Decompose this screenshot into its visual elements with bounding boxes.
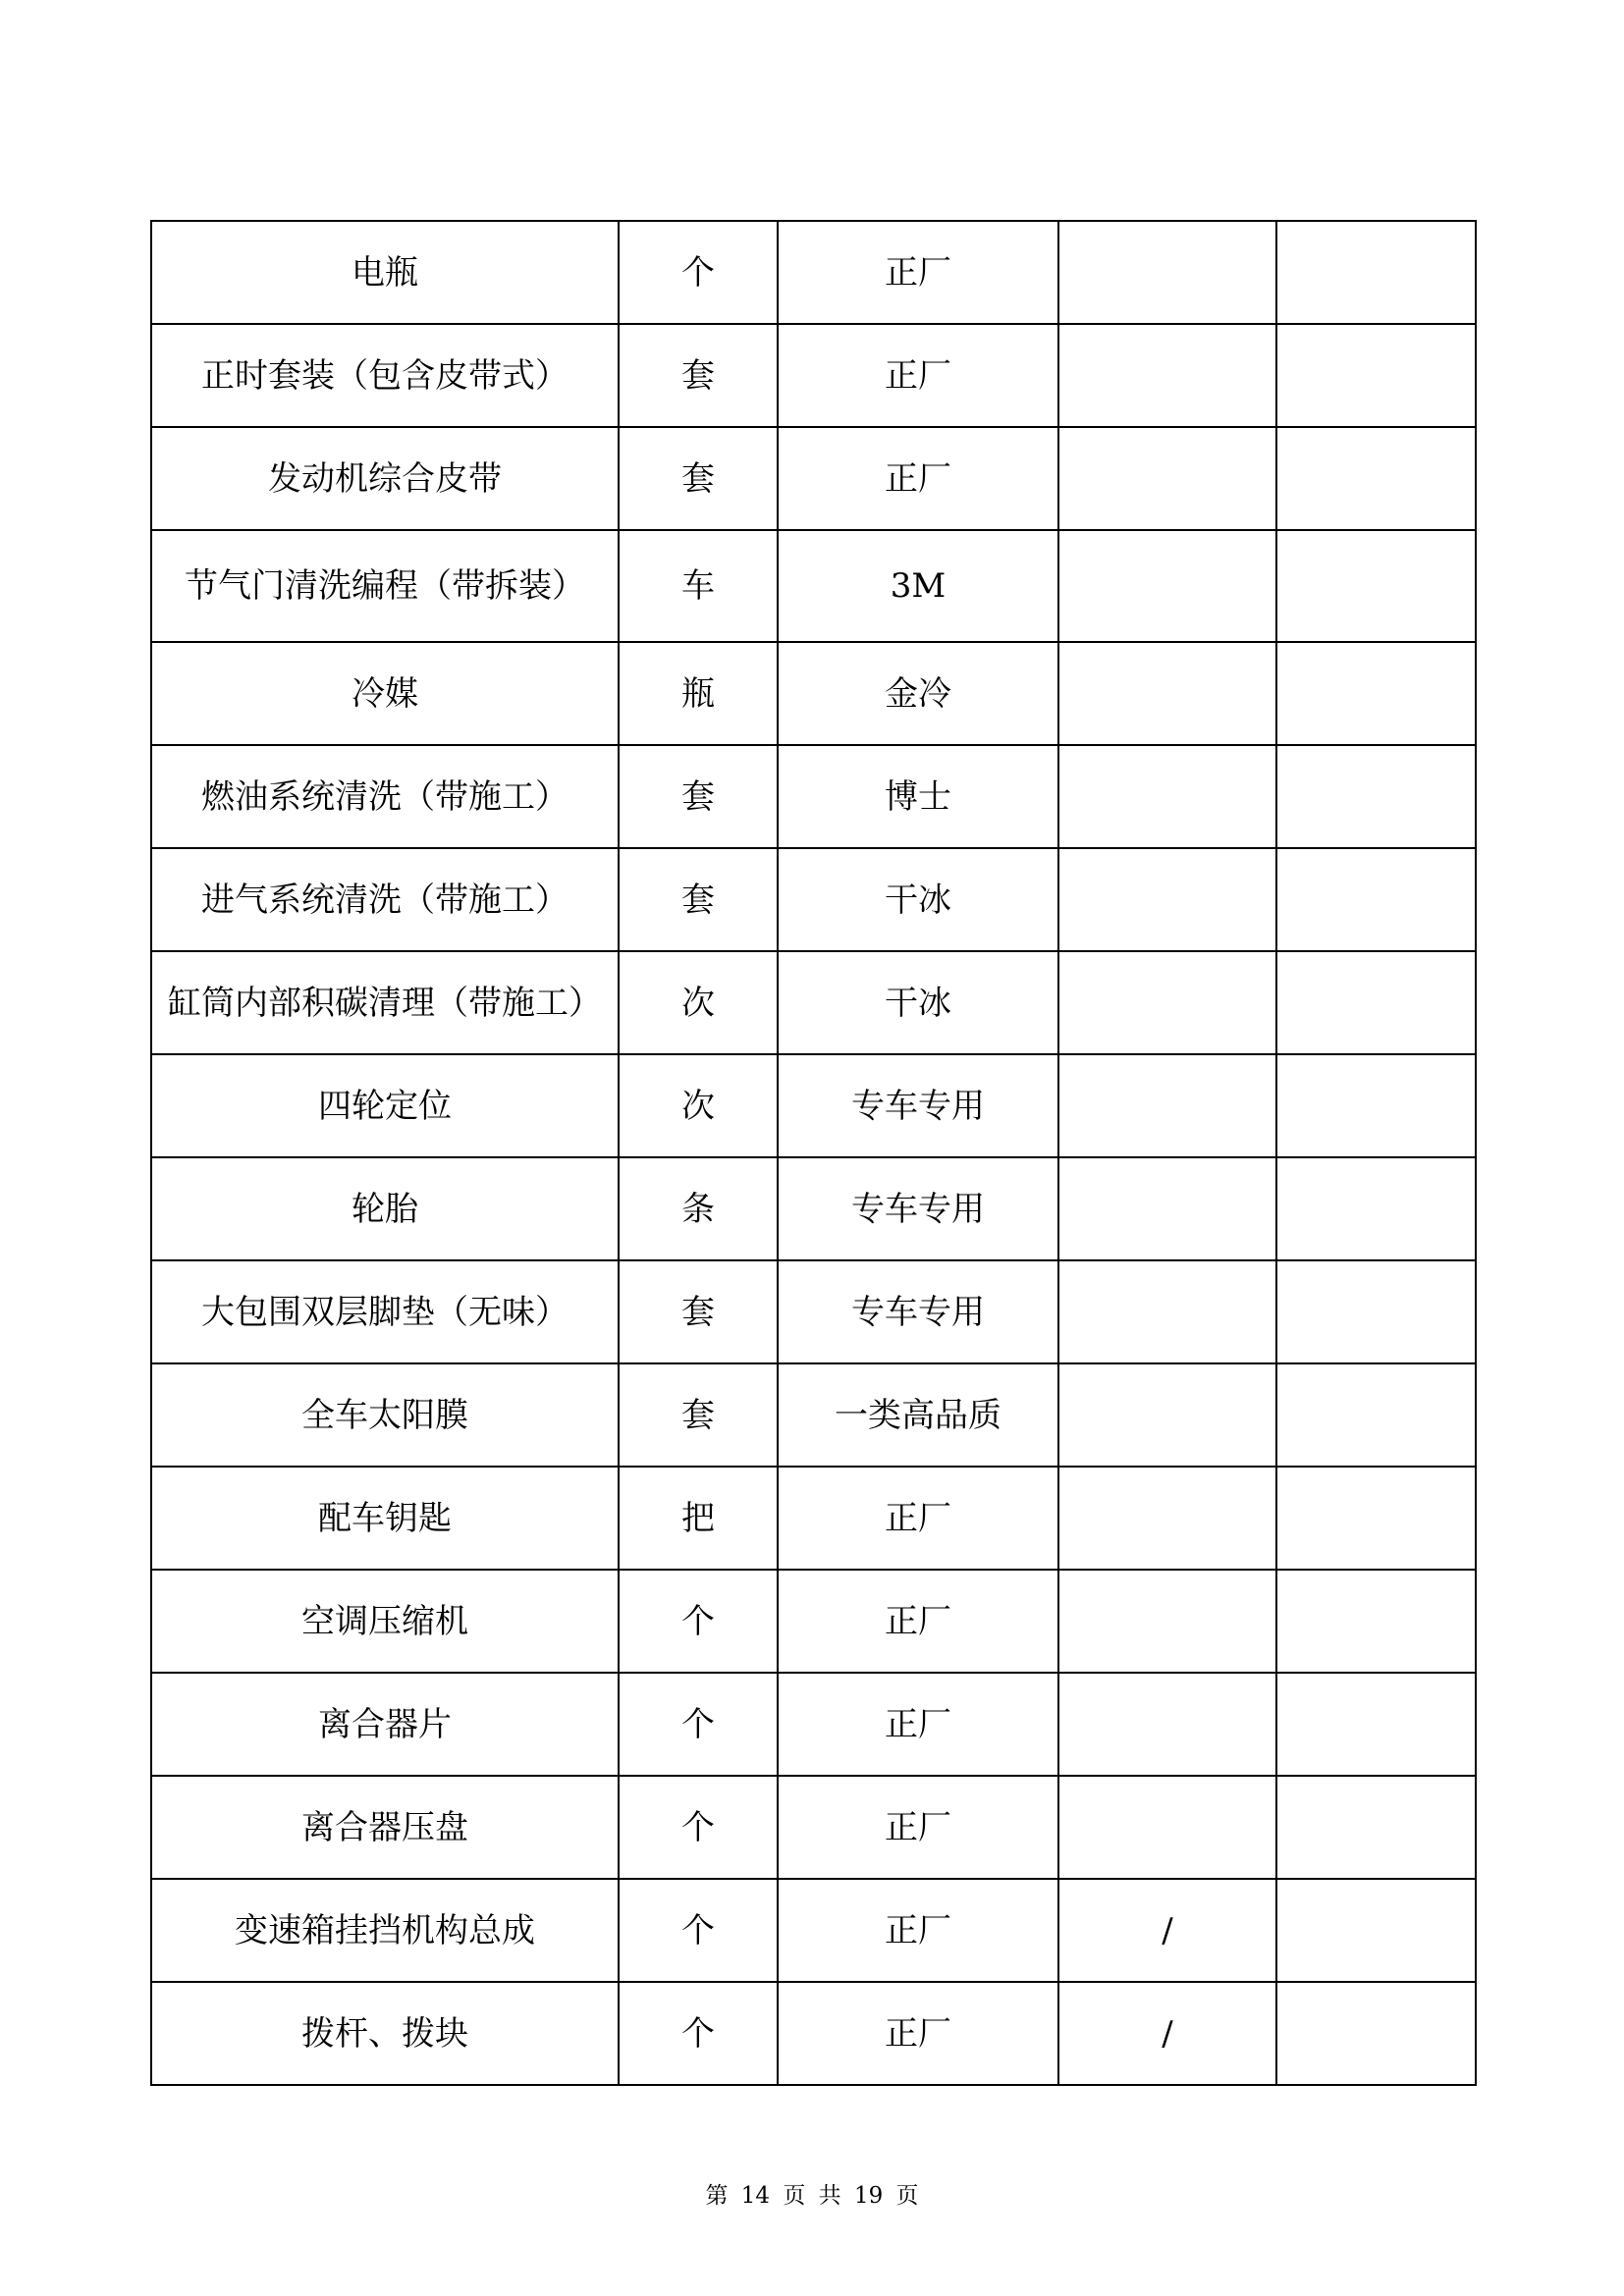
item-name-cell: 四轮定位	[151, 1054, 619, 1157]
unit-cell: 套	[619, 1363, 778, 1467]
price-cell	[1058, 530, 1276, 642]
price-cell	[1058, 1157, 1276, 1260]
remark-cell	[1276, 1673, 1476, 1776]
remark-cell	[1276, 745, 1476, 848]
table-row	[151, 1570, 1476, 1673]
brand-cell: 干冰	[778, 951, 1058, 1054]
brand-cell: 3M	[778, 530, 1058, 642]
price-cell	[1058, 642, 1276, 745]
item-name-cell: 拨杆、拨块	[151, 1982, 619, 2085]
unit-cell: 套	[619, 324, 778, 427]
brand-cell: 正厂	[778, 221, 1058, 324]
table-row	[151, 221, 1476, 324]
remark-cell	[1276, 1467, 1476, 1570]
table-row	[151, 1467, 1476, 1570]
unit-cell: 瓶	[619, 642, 778, 745]
unit-cell: 次	[619, 1054, 778, 1157]
price-cell	[1058, 324, 1276, 427]
brand-cell: 正厂	[778, 324, 1058, 427]
remark-cell	[1276, 324, 1476, 427]
brand-cell: 专车专用	[778, 1260, 1058, 1363]
remark-cell	[1276, 1054, 1476, 1157]
brand-cell: 专车专用	[778, 1157, 1058, 1260]
item-name-cell: 离合器压盘	[151, 1776, 619, 1879]
item-name-cell: 变速箱挂挡机构总成	[151, 1879, 619, 1982]
brand-cell: 金冷	[778, 642, 1058, 745]
price-cell: /	[1058, 1879, 1276, 1982]
unit-cell: 套	[619, 427, 778, 530]
item-name-cell: 节气门清洗编程（带拆装）	[151, 530, 619, 642]
price-cell	[1058, 951, 1276, 1054]
item-name-cell: 电瓶	[151, 221, 619, 324]
item-name-cell: 全车太阳膜	[151, 1363, 619, 1467]
page-number-footer: 第 14 页 共 19 页	[705, 2183, 919, 2209]
unit-cell: 套	[619, 1260, 778, 1363]
table-row	[151, 324, 1476, 427]
table-row	[151, 1260, 1476, 1363]
brand-cell: 正厂	[778, 427, 1058, 530]
remark-cell	[1276, 530, 1476, 642]
price-cell	[1058, 1363, 1276, 1467]
table-row	[151, 745, 1476, 848]
price-cell	[1058, 1260, 1276, 1363]
brand-cell: 干冰	[778, 848, 1058, 951]
unit-cell: 个	[619, 1982, 778, 2085]
unit-cell: 车	[619, 530, 778, 642]
parts-table	[150, 220, 1477, 2086]
item-name-cell: 进气系统清洗（带施工）	[151, 848, 619, 951]
table-row	[151, 1673, 1476, 1776]
item-name-cell: 离合器片	[151, 1673, 619, 1776]
remark-cell	[1276, 1776, 1476, 1879]
unit-cell: 次	[619, 951, 778, 1054]
table-row	[151, 427, 1476, 530]
remark-cell	[1276, 1879, 1476, 1982]
unit-cell: 个	[619, 221, 778, 324]
item-name-cell: 缸筒内部积碳清理（带施工）	[151, 951, 619, 1054]
item-name-cell: 正时套装（包含皮带式）	[151, 324, 619, 427]
table-row	[151, 1363, 1476, 1467]
brand-cell: 正厂	[778, 1467, 1058, 1570]
unit-cell: 把	[619, 1467, 778, 1570]
unit-cell: 个	[619, 1673, 778, 1776]
table-row	[151, 1982, 1476, 2085]
item-name-cell: 发动机综合皮带	[151, 427, 619, 530]
unit-cell: 个	[619, 1879, 778, 1982]
brand-cell: 专车专用	[778, 1054, 1058, 1157]
unit-cell: 条	[619, 1157, 778, 1260]
remark-cell	[1276, 221, 1476, 324]
brand-cell: 正厂	[778, 1570, 1058, 1673]
price-cell	[1058, 221, 1276, 324]
item-name-cell: 配车钥匙	[151, 1467, 619, 1570]
price-cell	[1058, 1054, 1276, 1157]
table-row	[151, 1776, 1476, 1879]
remark-cell	[1276, 848, 1476, 951]
item-name-cell: 空调压缩机	[151, 1570, 619, 1673]
remark-cell	[1276, 1363, 1476, 1467]
remark-cell	[1276, 427, 1476, 530]
price-cell	[1058, 848, 1276, 951]
table-row	[151, 642, 1476, 745]
table-row	[151, 848, 1476, 951]
item-name-cell: 轮胎	[151, 1157, 619, 1260]
brand-cell: 一类高品质	[778, 1363, 1058, 1467]
brand-cell: 正厂	[778, 1776, 1058, 1879]
unit-cell: 个	[619, 1776, 778, 1879]
remark-cell	[1276, 1982, 1476, 2085]
price-cell	[1058, 1467, 1276, 1570]
remark-cell	[1276, 642, 1476, 745]
price-cell	[1058, 745, 1276, 848]
unit-cell: 个	[619, 1570, 778, 1673]
table-row	[151, 1157, 1476, 1260]
brand-cell: 博士	[778, 745, 1058, 848]
remark-cell	[1276, 1260, 1476, 1363]
brand-cell: 正厂	[778, 1879, 1058, 1982]
item-name-cell: 大包围双层脚垫（无味）	[151, 1260, 619, 1363]
table-row	[151, 1054, 1476, 1157]
remark-cell	[1276, 951, 1476, 1054]
price-cell	[1058, 1776, 1276, 1879]
remark-cell	[1276, 1570, 1476, 1673]
table-row	[151, 530, 1476, 642]
unit-cell: 套	[619, 745, 778, 848]
price-cell	[1058, 1673, 1276, 1776]
item-name-cell: 燃油系统清洗（带施工）	[151, 745, 619, 848]
unit-cell: 套	[619, 848, 778, 951]
table-row	[151, 951, 1476, 1054]
brand-cell: 正厂	[778, 1982, 1058, 2085]
item-name-cell: 冷媒	[151, 642, 619, 745]
price-cell	[1058, 427, 1276, 530]
table-row	[151, 1879, 1476, 1982]
price-cell	[1058, 1570, 1276, 1673]
price-cell: /	[1058, 1982, 1276, 2085]
remark-cell	[1276, 1157, 1476, 1260]
brand-cell: 正厂	[778, 1673, 1058, 1776]
